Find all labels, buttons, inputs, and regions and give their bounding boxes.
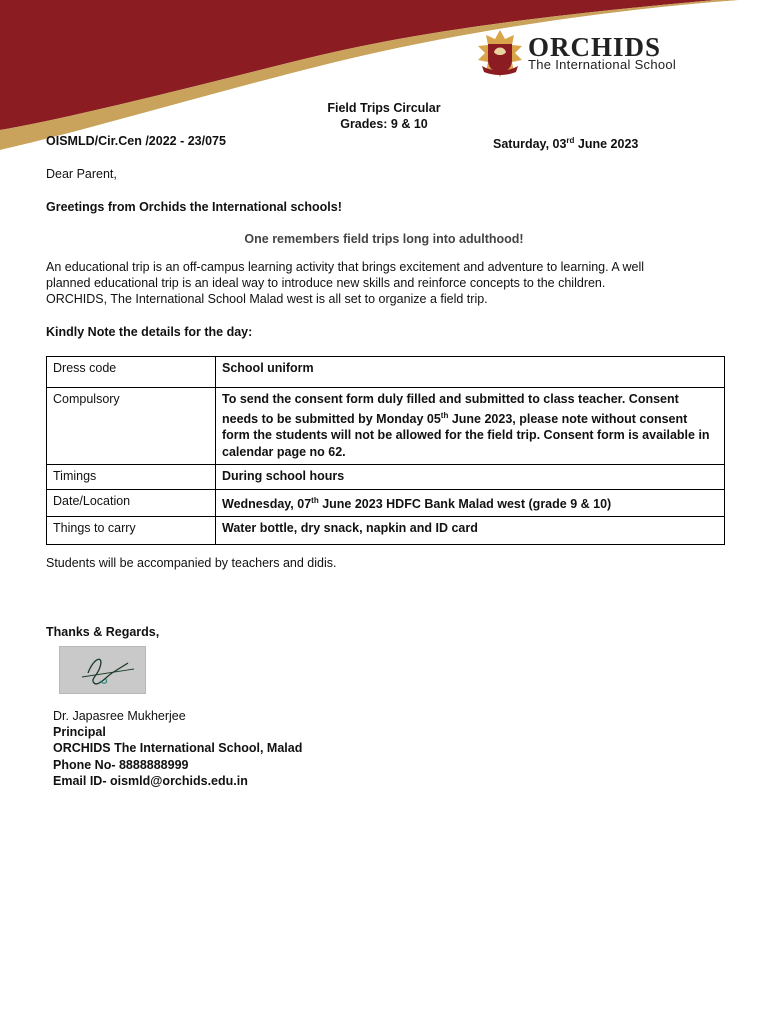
row-value: School uniform — [216, 357, 725, 388]
details-table — [46, 356, 725, 545]
note-heading: Kindly Note the details for the day: — [46, 325, 253, 339]
school-logo — [472, 26, 687, 82]
circular-date: Saturday, 03rd June 2023 — [493, 136, 639, 152]
signatory-block — [53, 708, 302, 789]
intro-paragraph: An educational trip is an off-campus learning activity that brings excitement and adventure to learning. A well planned educational trip is an ideal way to introduce new skills and reinforce concepts to the children. ORCHIDS, The International School Malad west is all set to organize a field trip. — [46, 260, 645, 306]
school-crest-icon — [472, 26, 528, 82]
school-subtitle: The International School — [528, 57, 677, 72]
row-value: To send the consent form duly filled and submitted to class teacher. Consent needs to be submitted by Monday 05th June 2023, please note without consent form the students will not be allowed for the field trip. Consent form is available in calendar page no 62. — [216, 388, 725, 465]
table-row — [47, 357, 725, 388]
table-row — [47, 388, 725, 465]
row-label: Things to carry — [47, 517, 216, 545]
row-label: Compulsory — [47, 388, 216, 465]
table-row — [47, 489, 725, 517]
accompanied-note: Students will be accompanied by teachers and didis. — [46, 556, 337, 570]
signature-icon — [60, 647, 145, 693]
signatory-title: Principal — [53, 725, 106, 740]
row-value: Water bottle, dry snack, napkin and ID card — [216, 517, 725, 545]
signature-image — [59, 646, 146, 694]
circular-grades: Grades: 9 & 10 — [340, 117, 428, 131]
row-label: Timings — [47, 465, 216, 490]
tagline: One remembers field trips long into adulthood! — [244, 232, 524, 246]
circular-title: Field Trips Circular — [327, 101, 441, 115]
row-label: Dress code — [47, 357, 216, 388]
school-name: ORCHIDS — [528, 32, 662, 62]
signatory-name: Dr. Japasree Mukherjee — [53, 709, 186, 723]
signatory-phone: Phone No- 8888888999 — [53, 757, 189, 772]
table-row — [47, 465, 725, 490]
signatory-school: ORCHIDS The International School, Malad — [53, 741, 303, 756]
table-row — [47, 517, 725, 545]
row-value: Wednesday, 07th June 2023 HDFC Bank Malad west (grade 9 & 10) — [216, 489, 725, 517]
greeting: Greetings from Orchids the International schools! — [46, 200, 342, 214]
regards: Thanks & Regards, — [46, 625, 160, 639]
row-label: Date/Location — [47, 489, 216, 517]
signatory-email: Email ID- oismld@orchids.edu.in — [53, 773, 248, 788]
circular-reference: OISMLD/Cir.Cen /2022 - 23/075 — [46, 134, 226, 148]
row-value: During school hours — [216, 465, 725, 490]
salutation: Dear Parent, — [46, 167, 117, 181]
